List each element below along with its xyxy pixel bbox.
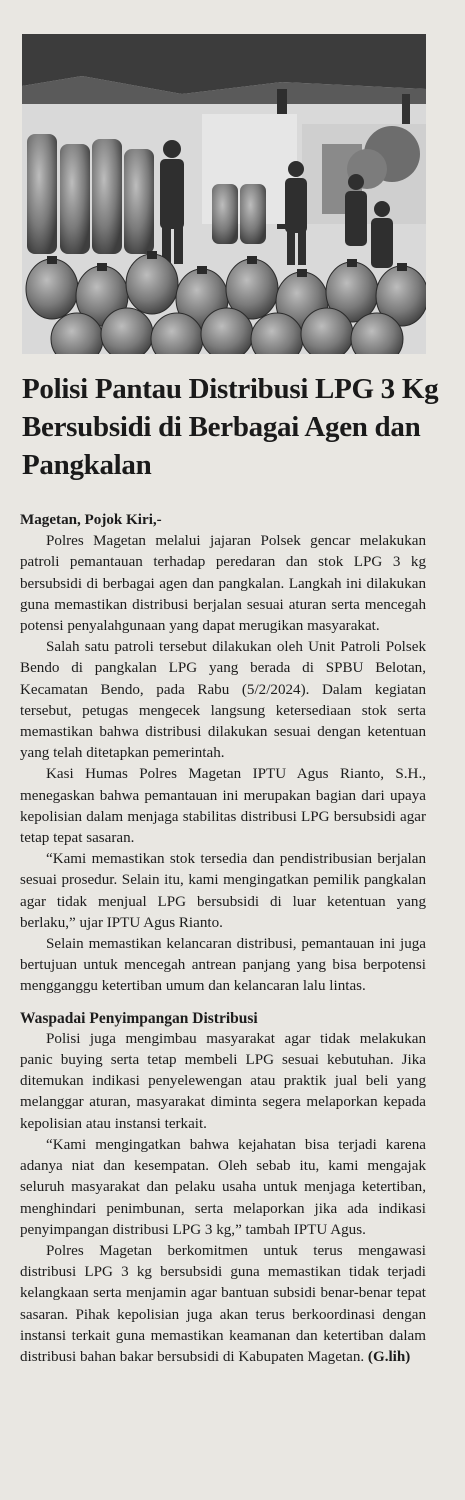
article-photo xyxy=(22,34,426,354)
paragraph: Polisi juga mengimbau masyarakat agar tidak melakukan panic buying serta tetap membeli LPG sesuai kebutuhan. Jika ditemukan indikasi penyelewengan atau praktik jual beli yang melanggar aturan, masyarakat diminta segera melaporkan kepada kepolisian atau instansi terkait. xyxy=(20,1030,426,1132)
paragraph-text: Polres Magetan berkomitmen untuk terus mengawasi distribusi LPG 3 kg bersubsidi guna memastikan tidak terjadi kelangkaan serta menjamin agar bantuan subsidi benar-benar tepat sasaran. Pihak kepolisian juga akan terus berkoordinasi dengan instansi terkait guna memastikan keamanan dan ketertiban dalam distribusi bahan bakar bersubsidi di Kabupaten Magetan. xyxy=(20,1242,426,1365)
headline: Polisi Pantau Distribusi LPG 3 Kg Bersubsidi di Berbagai Agen dan Pangkalan xyxy=(22,373,439,481)
photo-lpg-cylinders-icon xyxy=(22,34,426,354)
paragraph: Selain memastikan kelancaran distribusi, pemantauan ini juga bertujuan untuk mencegah antrean panjang yang bisa berpotensi mengganggu ketertiban umum dan kelancaran lalu lintas. xyxy=(20,936,426,995)
paragraph xyxy=(20,1241,426,1368)
paragraph: “Kami memastikan stok tersedia dan pendistribusian berjalan sesuai prosedur. Selain itu, kami mengingatkan pemilik pangkalan agar tidak menjual LPG bersubsidi di luar ketentuan yang berlaku,” ujar IPTU Agus Rianto. xyxy=(20,851,426,931)
paragraph: Salah satu patroli tersebut dilakukan oleh Unit Patroli Polsek Bendo di pangkalan LPG yang berada di SPBU Belotan, Kecamatan Bendo, pada Rabu (5/2/2024). Dalam kegiatan tersebut, petugas mengecek langsung ketersediaan stok serta memastikan bahwa distribusi dilakukan sesuai dengan ketentuan yang telah ditetapkan pemerintah. xyxy=(20,639,426,762)
paragraph: Kasi Humas Polres Magetan IPTU Agus Rianto, S.H., menegaskan bahwa pemantauan ini merupakan bagian dari upaya kepolisian dalam menjaga stabilitas distribusi LPG bersubsidi agar tetap tepat sasaran. xyxy=(20,766,426,847)
subheading: Waspadai Penyimpangan Distribusi xyxy=(20,1009,258,1027)
signature: (G.lih) xyxy=(367,1348,411,1365)
dateline: Magetan, Pojok Kiri,- xyxy=(20,512,162,528)
paragraph: “Kami mengingatkan bahwa kejahatan bisa terjadi karena adanya niat dan kesempatan. Oleh sebab itu, kami mengajak seluruh masyarakat dan pelaku usaha untuk menjaga ketertiban, menghindari penimbunan, serta melaporkan jika ada indikasi penyimpangan distribusi LPG 3 kg,” tambah IPTU Agus. xyxy=(20,1136,426,1238)
article-body xyxy=(20,510,426,1368)
paragraph: Polres Magetan melalui jajaran Polsek gencar melakukan patroli pemantauan terhadap peredaran dan stok LPG 3 kg bersubsidi di berbagai agen dan pangkalan. Langkah ini dilakukan guna memastikan distribusi berjalan sesuai aturan serta mencegah potensi penyalahgunaan yang dapat merugikan masyarakat. xyxy=(20,533,426,635)
